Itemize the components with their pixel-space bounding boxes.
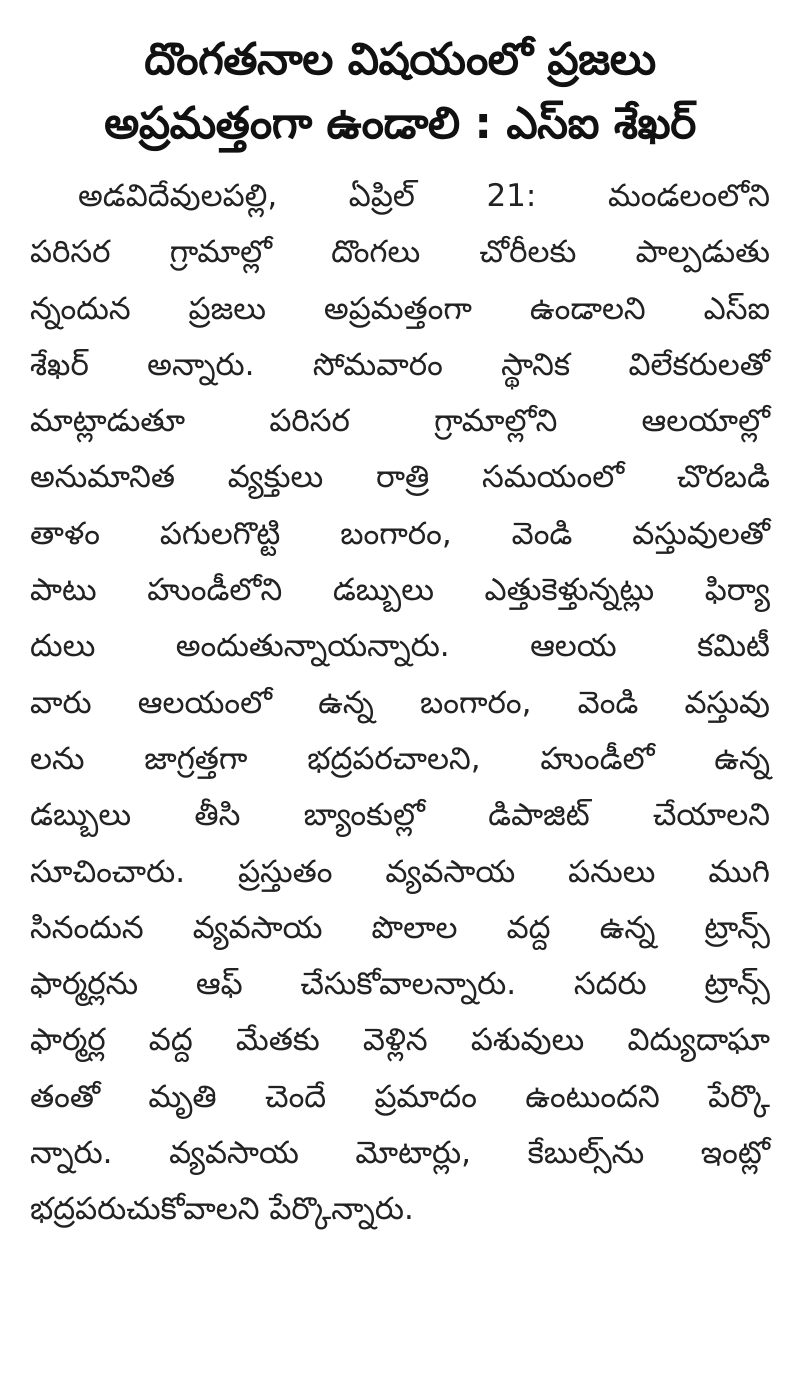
body-line: లను జాగ్రత్తగా భద్రపరచాలని, హుండీలో ఉన్న [30,740,770,777]
headline-line-2: అప్రమత్తంగా ఉండాలి : ఎస్ఐ శేఖర్ [104,98,696,149]
body-line: అనుమానిత వ్యక్తులు రాత్రి సమయంలో చొరబడి [30,459,770,496]
body-line: సినందున వ్యవసాయ పొలాల వద్ద ఉన్న ట్రాన్స్ [30,909,770,946]
body-line: ఫార్మర్లను ఆఫ్ చేసుకోవాలన్నారు. సదరు ట్రాన్స్ [30,966,770,1003]
body-line: వారు ఆలయంలో ఉన్న బంగారం, వెండి వస్తువు [30,684,770,721]
body-line: తాళం పగులగొట్టి బంగారం, వెండి వస్తువులతో [30,515,770,552]
body-line: న్నందున ప్రజలు అప్రమత్తంగా ఉండాలని ఎస్ఐ [30,290,770,327]
body-line: న్నారు. వ్యవసాయ మోటార్లు, కేబుల్స్‌ను ఇంట్లో [30,1135,770,1172]
body-line: డబ్బులు తీసి బ్యాంకుల్లో డిపాజిట్ చేయాలని [30,797,770,834]
body-line: సూచించారు. ప్రస్తుతం వ్యవసాయ పనులు ముగి [30,853,770,890]
body-line: పాటు హుండీలోని డబ్బులు ఎత్తుకెళ్తున్నట్లు ఫిర్యా [30,572,770,609]
article-body [30,168,770,1238]
body-line: తంతో మృతి చెందే ప్రమాదం ఉంటుందని పేర్కొ [30,1078,770,1115]
body-line: శేఖర్ అన్నారు. సోమవారం స్థానిక విలేకరులతో [30,346,770,383]
body-line: దులు అందుతున్నాయన్నారు. ఆలయ కమిటీ [30,628,770,665]
body-line: భద్రపరుచుకోవాలని పేర్కొన్నారు. [30,1191,414,1228]
body-line: అడవిదేవులపల్లి, ఏప్రిల్ 21: మండలంలోని [78,178,770,214]
headline-line-1: దొంగతనాల విషయంలో ప్రజలు [144,34,656,85]
body-line: మాట్లాడుతూ పరిసర గ్రామాల్లోని ఆలయాల్లో [30,403,770,440]
body-line: పరిసర గ్రామాల్లో దొంగలు చోరీలకు పాల్పడుతు [30,234,770,271]
headline [30,28,770,156]
body-line: ఫార్మర్ల వద్ద మేతకు వెళ్లిన పశువులు విద్యుదాఘా [30,1022,770,1059]
